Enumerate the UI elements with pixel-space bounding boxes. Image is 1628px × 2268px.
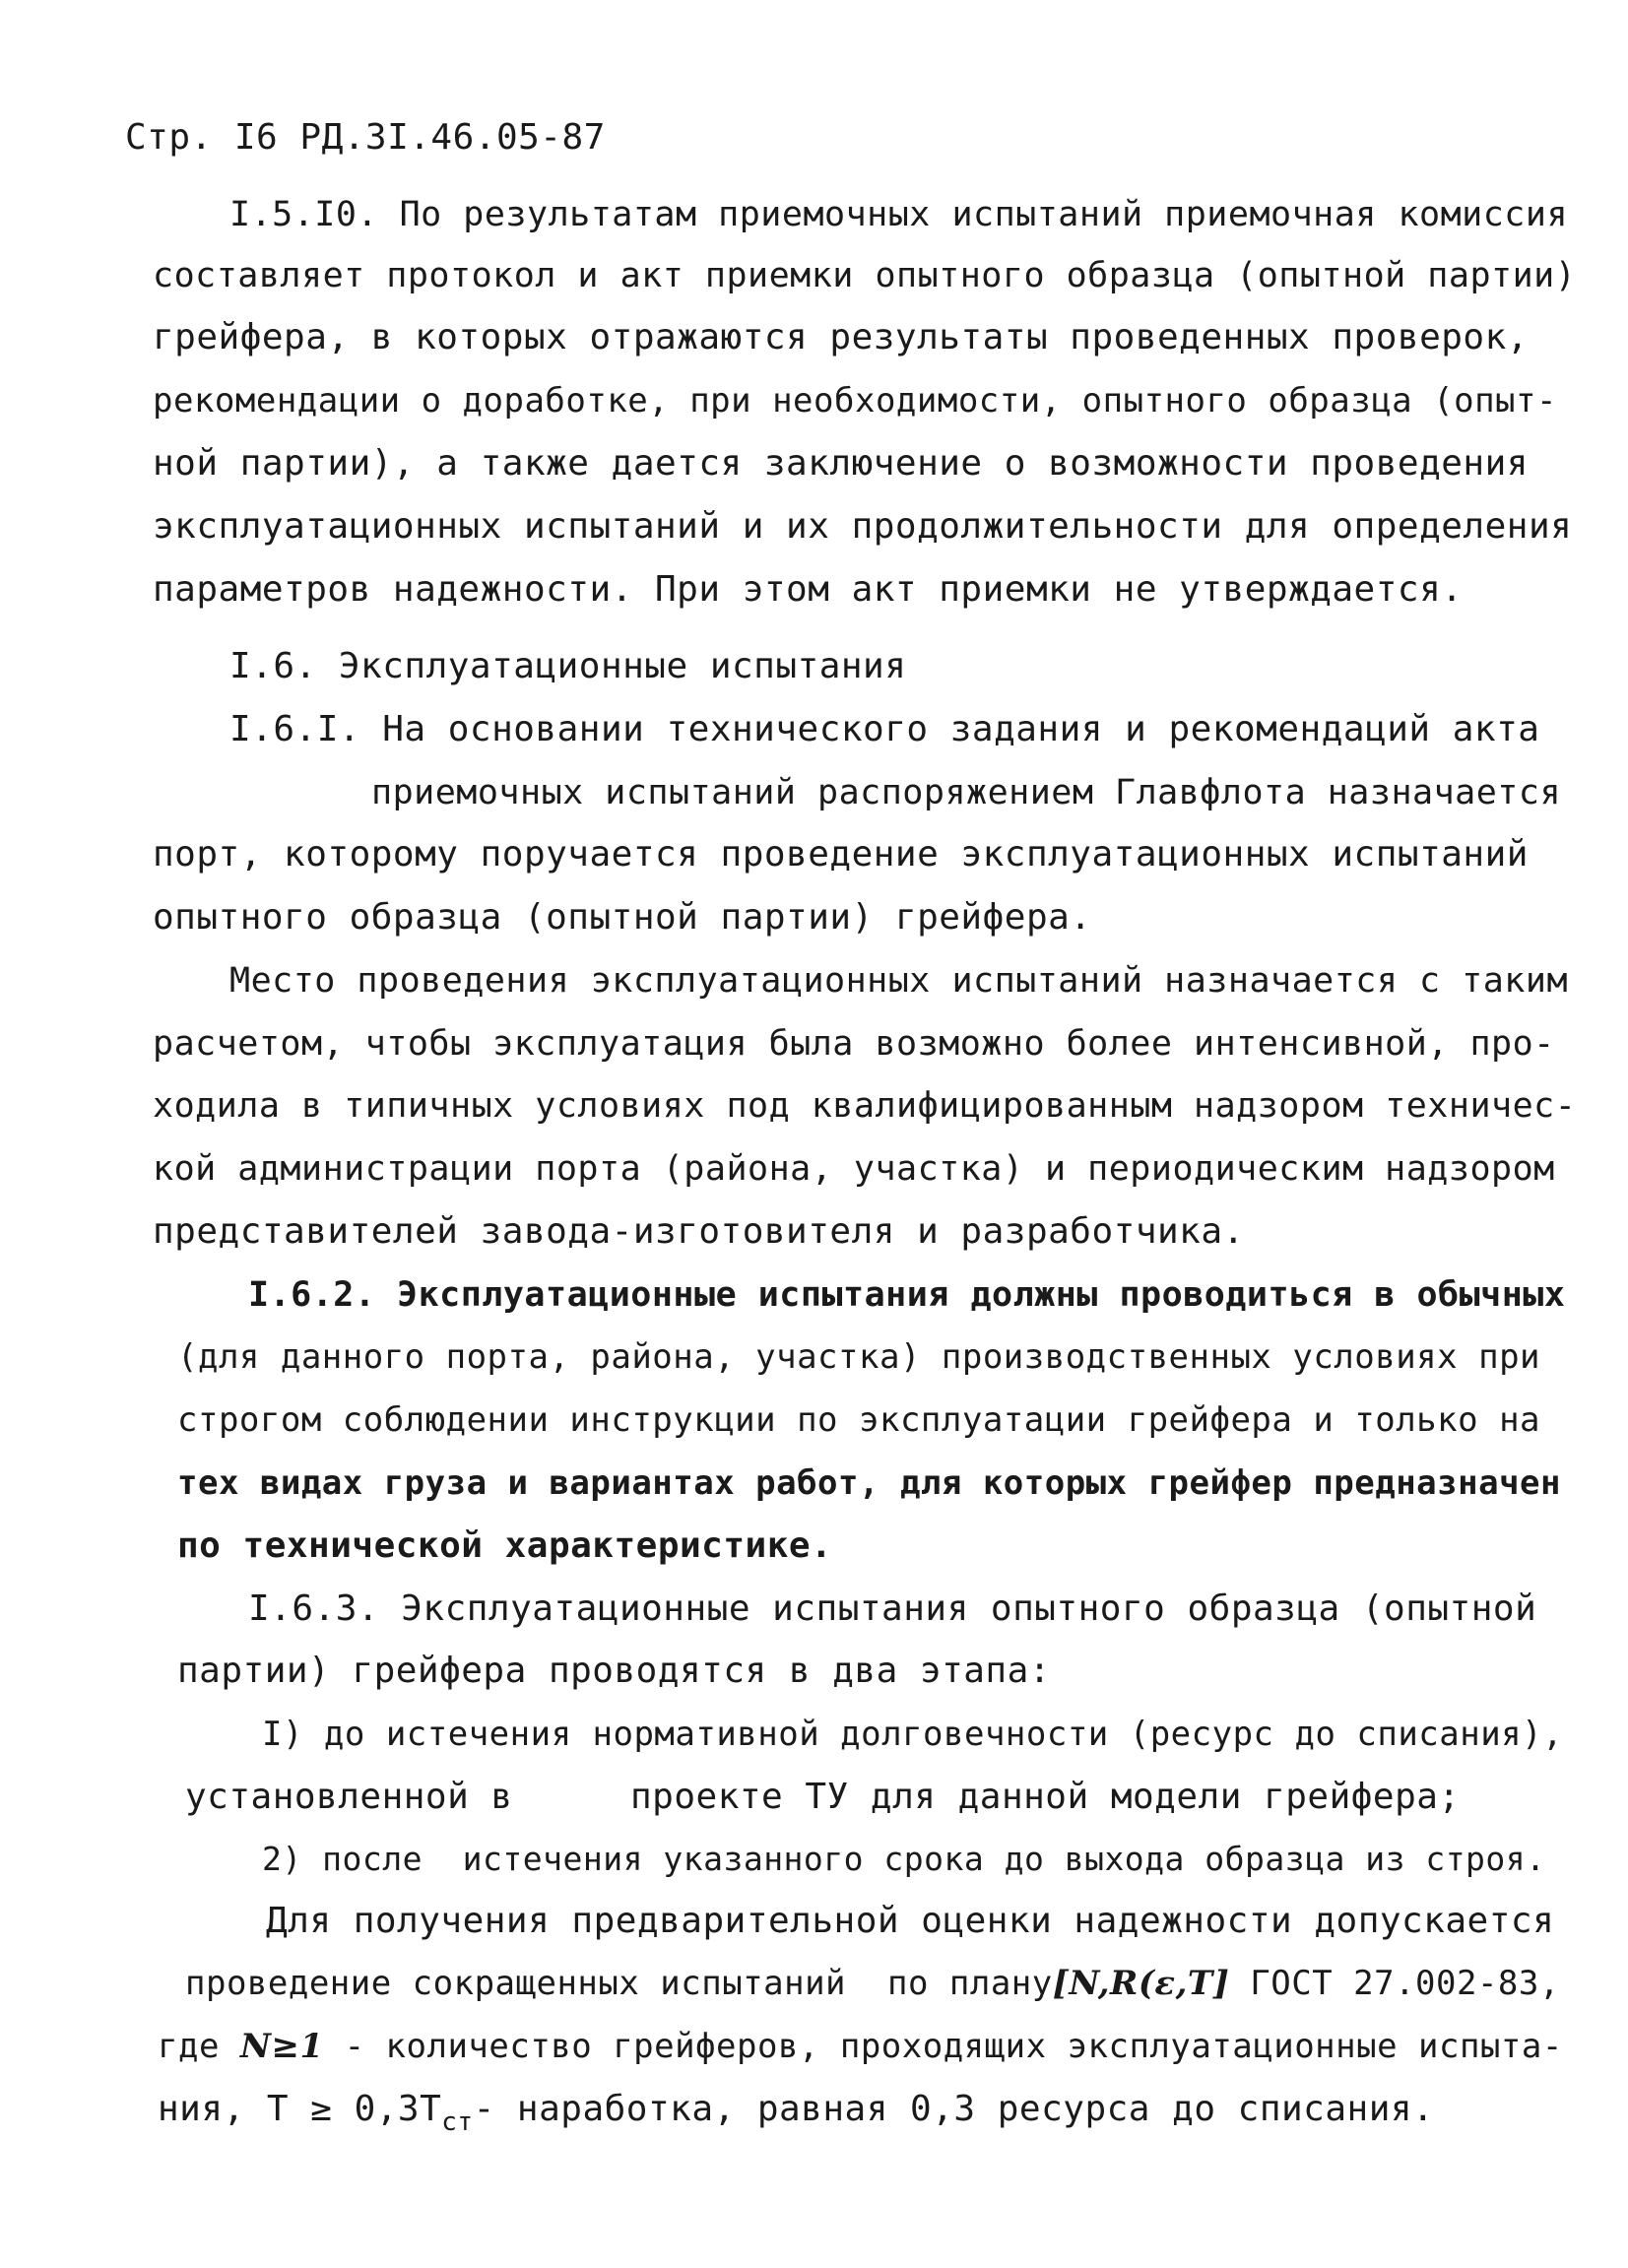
test-plan-formula: [N,R(ε,T]	[1052, 1964, 1230, 2003]
paragraph-place-line: представителей завода-изготовителя и разработчика.	[153, 1211, 1245, 1252]
paragraph-1-6-3-line: партии) грейфера проводятся в два этапа:	[177, 1651, 1051, 1691]
list-item-1-line: I) до истечения нормативной долговечности (ресурс до списания),	[262, 1715, 1564, 1754]
n-formula: N≥1	[239, 2027, 324, 2066]
gost-reference: ГОСТ 27.002-83,	[1229, 1964, 1560, 2003]
t-subscript: ст	[441, 2107, 474, 2137]
paragraph-1-6-1-line: опытного образца (опытной партии) грейфера.	[153, 897, 1092, 938]
paragraph-1-6-2-line: тех видах груза и вариантах работ, для которых грейфер предназначен	[177, 1463, 1561, 1503]
paragraph-1-6-2-line: строгом соблюдении инструкции по эксплуатации грейфера и только на	[177, 1400, 1541, 1440]
n-definition: - количество грейферов, проходящих эксплуатационные испыта-	[323, 2027, 1563, 2066]
paragraph-1-5-10-line: I.5.I0. По результатам приемочных испытаний приемочная комиссия	[229, 195, 1569, 234]
paragraph-final-line	[158, 2025, 1563, 2068]
plan-text-before: проведение сокращенных испытаний по плану	[185, 1964, 1053, 2003]
paragraph-1-5-10-line: составляет протокол и акт приемки опытного образца (опытной партии)	[153, 256, 1577, 295]
paragraph-final-line	[185, 1962, 1560, 2005]
paragraph-1-6-2-line: (для данного порта, района, участка) производственных условиях при	[177, 1337, 1541, 1377]
list-item-1-line-start: установленной в	[185, 1777, 513, 1817]
paragraph-1-6-1-line: порт, которому поручается проведение эксплуатационных испытаний	[153, 834, 1529, 875]
paragraph-place-line: кой администрации порта (района, участка) и периодическим надзором	[153, 1149, 1555, 1189]
paragraph-1-5-10-line: параметров надежности. При этом акт приемки не утверждается.	[153, 569, 1464, 610]
paragraph-1-5-10-line: ной партии), а также дается заключение о возможности проведения	[153, 443, 1529, 484]
list-item-1-line-end: проекте ТУ для данной модели грейфера;	[630, 1777, 1461, 1817]
paragraph-place-line: ходила в типичных условиях под квалифицированным надзором техничес-	[153, 1086, 1577, 1126]
paragraph-place-line: расчетом, чтобы эксплуатация была возможно более интенсивной, про-	[153, 1024, 1555, 1064]
where-text: где	[158, 2027, 240, 2066]
paragraph-1-5-10-line: рекомендации о доработке, при необходимости, опытного образца (опыт-	[153, 381, 1557, 421]
paragraph-place-line: Место проведения эксплуатационных испытаний назначается с таким	[229, 961, 1569, 1001]
t-formula: ния, Т ≥ 0,3Т	[158, 2089, 442, 2129]
paragraph-1-6-1-line: I.6.I. На основании технического задания и рекомендаций акта	[229, 709, 1540, 749]
paragraph-1-5-10-line: грейфера, в которых отражаются результаты проведенных проверок,	[153, 317, 1529, 357]
page-header: Стр. I6 РД.3I.46.05-87	[125, 117, 606, 158]
paragraph-1-6-3-line: I.6.3. Эксплуатационные испытания опытного образца (опытной	[248, 1588, 1537, 1629]
section-1-6-heading: I.6. Эксплуатационные испытания	[229, 646, 907, 686]
list-item-2: 2) после истечения указанного срока до выхода образца из строя.	[262, 1840, 1546, 1878]
paragraph-final-line: Для получения предварительной оценки надежности допускается	[266, 1901, 1555, 1941]
paragraph-1-6-1-line: приемочных испытаний распоряжением Главфлота назначается	[371, 773, 1562, 812]
paragraph-1-6-2-line: по технической характеристике.	[177, 1525, 833, 1566]
t-definition: - наработка, равная 0,3 ресурса до списания.	[473, 2089, 1435, 2129]
paragraph-1-6-2-line: I.6.2. Эксплуатационные испытания должны проводиться в обычных	[248, 1275, 1566, 1315]
paragraph-final-line	[158, 2088, 1434, 2144]
paragraph-1-5-10-line: эксплуатационных испытаний и их продолжительности для определения	[153, 506, 1573, 547]
